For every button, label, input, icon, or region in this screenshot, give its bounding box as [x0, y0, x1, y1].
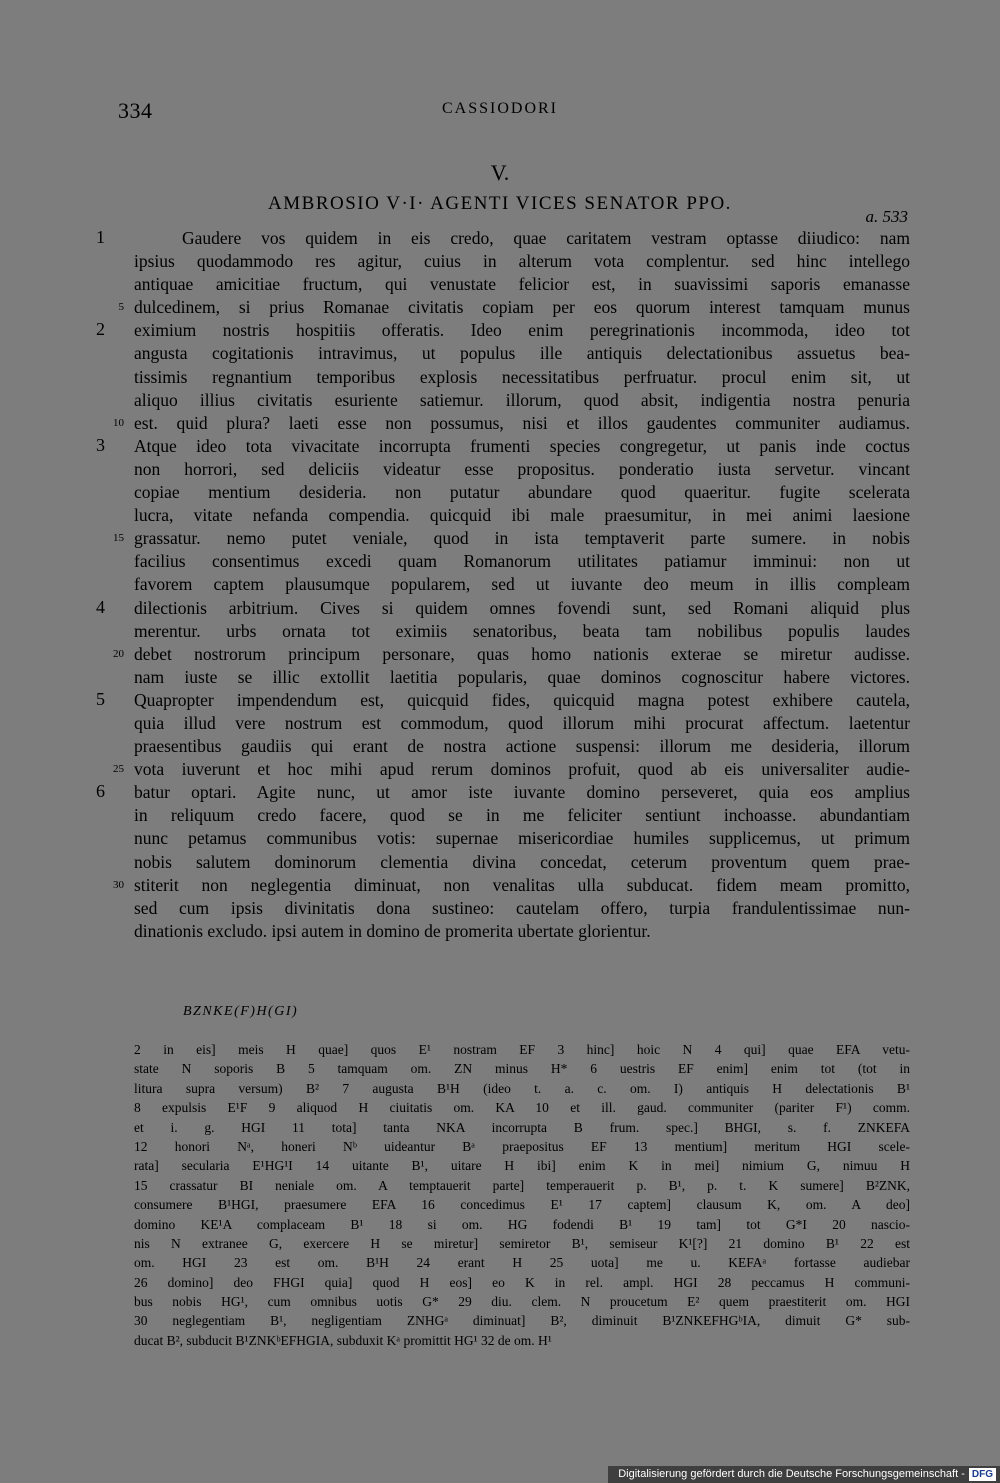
- body-line: favorem captem plausumque popularem, sed ut iuvante deo meum in illis compleam: [134, 574, 910, 595]
- line-number: 15: [113, 532, 124, 545]
- body-line: tissimis regnantium temporibus explosis necessitatibus perfruatur. procul enim sit, ut: [134, 366, 910, 387]
- letter-date: a. 533: [865, 207, 908, 226]
- body-line: ipsius quodammodo res agitur, cuius in alterum vota complentur. sed hinc intellego: [134, 251, 910, 272]
- body-line: debet nostrorum principum personare, quas homo nationis exterae se miretur audisse.: [134, 643, 910, 664]
- body-line: vota iuverunt et hoc mihi apud rerum dominos profuit, quod ab eis universaliter audie-: [134, 759, 910, 780]
- body-line: facilius consentimus excedi quam Romanorum utilitates patiamur imminui: non ut: [134, 551, 910, 572]
- body-line: dinationis excludo. ipsi autem in domino de promerita ubertate glorientur.: [134, 920, 651, 941]
- apparatus-line: ducat B², subducit B¹ZNKᵇEFHGIA, subduxit Kᵃ promittit HG¹ 32 de om. H¹: [134, 1332, 552, 1348]
- body-line: quia illud vere nostrum est commodum, quod illorum mihi procurat affectum. laetentur: [134, 712, 910, 733]
- apparatus-line: 8 expulsis E¹F 9 aliquod H ciuitatis om. KA 10 et ill. gaud. communiter (pariter F¹) comm.: [134, 1100, 910, 1116]
- body-line: est. quid plura? laeti esse non possumus, nisi et illos gaudentes communiter audiamus.: [134, 412, 910, 433]
- body-line: Quapropter impendendum est, quicquid fides, quicquid magna potest exhibere cautela,: [134, 689, 910, 710]
- apparatus-line: bus nobis HG¹, cum omnibus uotis G* 29 diu. clem. N proucetum E² quem praestiterit om. HGI: [134, 1294, 910, 1310]
- paragraph-number: 6: [96, 781, 105, 802]
- apparatus-line: nis N extranee G, exercere H se miretur] semiretor B¹, semiseur K¹[?] 21 domino B¹ 22 est: [134, 1235, 910, 1251]
- apparatus-line: litura supra versum) B² 7 augusta B¹H (ideo t. a. c. om. I) antiquis H delectationis B¹: [134, 1080, 910, 1096]
- apparatus-line: consumere B¹HGI, praesumere EFA 16 concedimus E¹ 17 captem] clausum K, om. A deo]: [134, 1197, 910, 1213]
- apparatus-line: 12 honori Nᵃ, honeri Nᵇ uideantur Bᵃ praepositus EF 13 mentium] meritum HGI scele-: [134, 1138, 910, 1154]
- apparatus-line: 15 crassatur BI neniale om. A temptauerit parte] temperauerit p. B¹, p. t. K sumere] B²ZNK,: [134, 1177, 910, 1193]
- footer-text: Digitalisierung gefördert durch die Deutsche Forschungsgemeinschaft -: [618, 1468, 965, 1480]
- apparatus-line: om. HGI 23 est om. B¹H 24 erant H 25 uota] me u. KEFAᵃ fortasse audiebar: [134, 1255, 910, 1271]
- body-line: batur optari. Agite nunc, ut amor iste iuvante domino perseveret, quia eos amplius: [134, 782, 910, 803]
- apparatus-line: 30 neglegentiam B¹, negligentiam ZNHGᵃ diminuat] B², diminuit B¹ZNKEFHGᵇIA, dimuit G* sub-: [134, 1313, 910, 1329]
- letter-title: AMBROSIO V·I· AGENTI VICES SENATOR PPO.: [268, 193, 732, 214]
- body-line: lucra, vitate nefanda compendia. quicquid ibi male praesumitur, in mei animi laesione: [134, 505, 910, 526]
- letter-body: [134, 227, 910, 943]
- line-number: 10: [113, 416, 124, 429]
- body-line: copiae mentium desideria. non putatur abundare quod quaeritur. fugite scelerata: [134, 482, 910, 503]
- body-line: aliquo illius civitatis esuriente satiemur. illorum, quod absit, indigentia nostra penuria: [134, 389, 910, 410]
- body-line: sed cum ipsis divinitatis dona sustineo: cautelam offero, turpia frandulentissimae nun-: [134, 897, 910, 918]
- apparatus-line: et i. g. HGI 11 tota] tanta NKA incorrupta B frum. spec.] BHGI, s. f. ZNKEFA: [134, 1119, 910, 1135]
- critical-apparatus: [134, 1040, 910, 1350]
- page-number: 334: [118, 98, 153, 123]
- paragraph-number: 2: [96, 319, 105, 340]
- line-number: 30: [113, 878, 124, 891]
- dfg-logo: DFG: [969, 1468, 996, 1481]
- apparatus-line: 26 domino] deo FHGI quia] quod H eos] eo K in rel. ampl. HGI 28 peccamus H communi-: [134, 1274, 910, 1290]
- body-line: Atque ideo tota vivacitate incorrupta frumenti species congregetur, ut panis inde coctus: [134, 435, 910, 456]
- paragraph-number: 5: [96, 689, 105, 709]
- body-line: Gaudere vos quidem in eis credo, quae caritatem vestram optasse diiudico: nam: [182, 228, 910, 248]
- body-line: antiquae amicitiae fructum, qui venustate felicior est, in suavissimi saporis emanasse: [134, 274, 910, 295]
- line-number: 5: [118, 301, 124, 314]
- body-line: non horrori, sed deliciis videatur esse propositus. ponderatio iusta servetur. vincant: [134, 458, 910, 479]
- body-line: in reliquum credo facere, quod se in me feliciter sentiunt inchoasse. abundantiam: [134, 805, 910, 826]
- body-line: nobis salutem dominorum clementia divina concedat, ceterum proventum quem prae-: [134, 851, 910, 872]
- line-number: 20: [113, 647, 124, 660]
- apparatus-line: state N soporis B 5 tamquam om. ZN minus H* 6 uestris EF enim] enim tot (tot in: [134, 1061, 910, 1077]
- line-number: 25: [113, 763, 124, 776]
- letter-number: V.: [490, 160, 510, 185]
- body-line: dulcedinem, si prius Romanae civitatis copiam per eos quorum interest tamquam munus: [134, 297, 910, 318]
- body-line: merentur. urbs ornata tot eximiis senatoribus, beata tam nobilibus populis laudes: [134, 620, 910, 641]
- apparatus-line: 2 in eis] meis H quae] quos E¹ nostram EF 3 hinc] hoic N 4 qui] quae EFA vetu-: [134, 1042, 910, 1057]
- body-line: grassatur. nemo putet veniale, quod in ista temptaverit parte sumere. in nobis: [134, 528, 910, 549]
- paragraph-number: 1: [96, 227, 105, 247]
- body-line: praesentibus gaudiis qui erant de nostra actione suspensi: illorum me desideria, illorum: [134, 736, 910, 757]
- footer-bar: [608, 1466, 1000, 1483]
- body-line: stiterit non neglegentia diminuat, non venalitas ulla subducat. fidem meam promitto,: [134, 874, 910, 895]
- sigla: BZNKE(F)H(GI): [183, 1004, 299, 1019]
- paragraph-number: 4: [96, 596, 105, 617]
- apparatus-line: domino KE¹A complaceam B¹ 18 si om. HG fodendi B¹ 19 tam] tot G*I 20 nascio-: [134, 1216, 910, 1232]
- apparatus-line: rata] secularia E¹HG¹I 14 uitante B¹, uitare H ibi] enim K in mei] nimium G, nimuu H: [134, 1158, 910, 1174]
- body-line: dilectionis arbitrium. Cives si quidem omnes fovendi sunt, sed Romani aliquid plus: [134, 597, 910, 618]
- body-line: angusta cogitationis intravimus, ut populus ille antiquis delectationibus assuetus bea-: [134, 343, 910, 364]
- body-line: nunc petamus communibus votis: supernae misericordiae humiles supplicemus, ut primum: [134, 828, 910, 849]
- running-head: CASSIODORI: [441, 100, 558, 117]
- paragraph-number: 3: [96, 434, 105, 455]
- body-line: nam iuste se illic extollit laetitia popularis, quae dominos cognoscitur habere victores.: [134, 666, 910, 687]
- body-line: eximium nostris hospitiis offeratis. Ideo enim peregrinationis incommoda, ideo tot: [134, 320, 910, 341]
